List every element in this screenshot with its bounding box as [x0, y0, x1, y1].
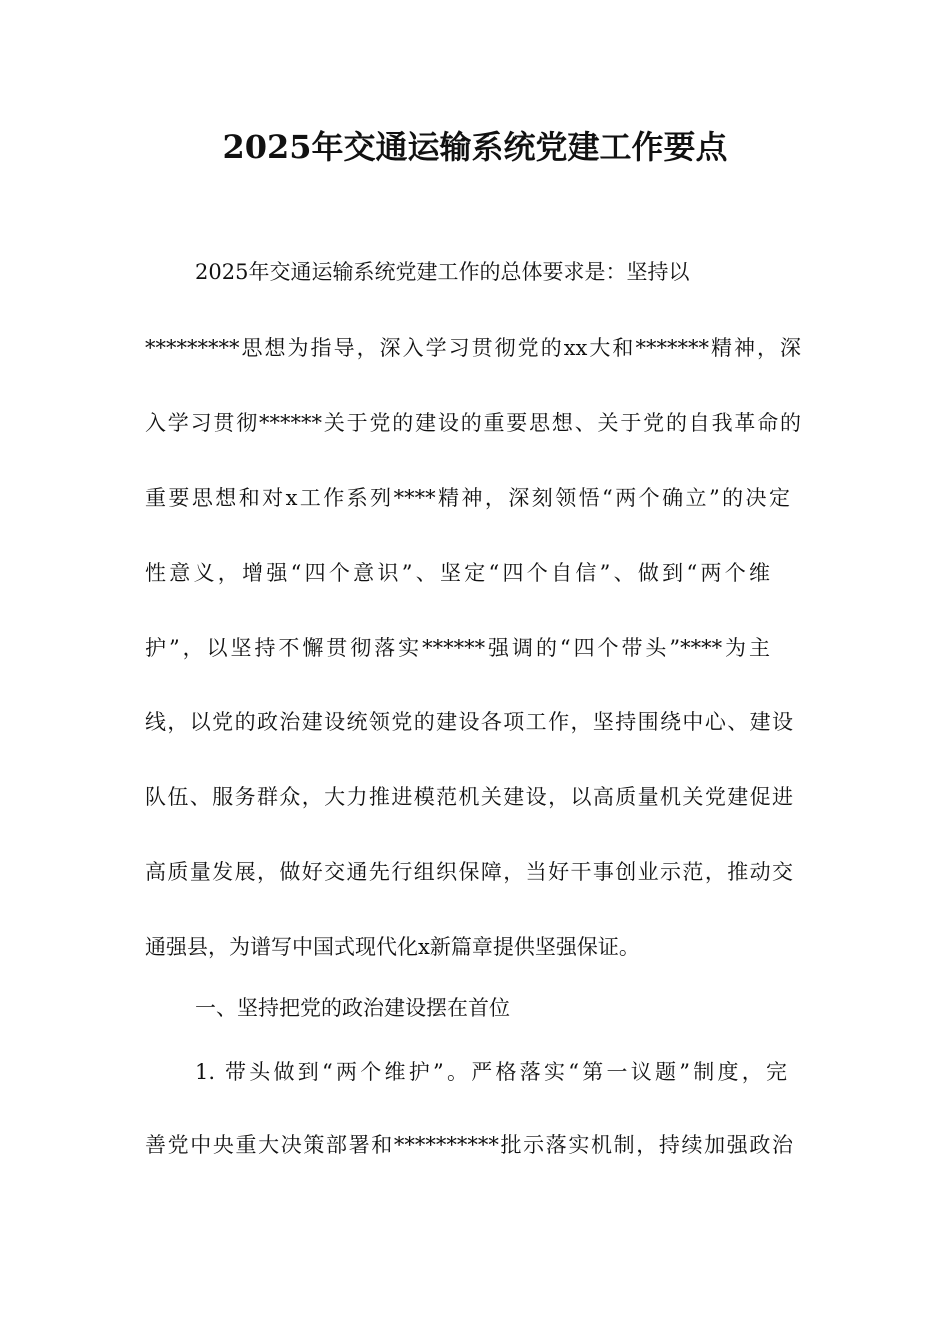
section-heading: 一、坚持把党的政治建设摆在首位 — [195, 996, 510, 1020]
paragraph-line: *********思想为指导，深入学习贯彻党的xx大和*******精神，深 — [145, 336, 801, 360]
paragraph-line: 入学习贯彻******关于党的建设的重要思想、关于党的自我革命的 — [145, 411, 801, 435]
document-title: 2025年交通运输系统党建工作要点 — [222, 128, 728, 166]
paragraph-line: 1. 带头做到“两个维护”。严格落实“第一议题”制度，完 — [195, 1060, 787, 1084]
paragraph-line: 高质量发展，做好交通先行组织保障，当好干事创业示范，推动交 — [145, 860, 793, 884]
paragraph-line: 队伍、服务群众，大力推进模范机关建设，以高质量机关党建促进 — [145, 785, 793, 809]
paragraph-line: 线，以党的政治建设统领党的建设各项工作，坚持围绕中心、建设 — [145, 710, 793, 734]
paragraph-line: 通强县，为谱写中国式现代化x新篇章提供坚强保证。 — [145, 935, 640, 959]
paragraph-line: 善党中央重大决策部署和**********批示落实机制，持续加强政治 — [145, 1133, 793, 1157]
paragraph-line: 2025年交通运输系统党建工作的总体要求是：坚持以 — [195, 260, 690, 284]
paragraph-line: 性意义，增强“四个意识”、坚定“四个自信”、做到“两个维 — [145, 561, 770, 585]
paragraph-line: 重要思想和对x工作系列****精神，深刻领悟“两个确立”的决定 — [145, 486, 790, 510]
paragraph-line: 护”，以坚持不懈贯彻落实******强调的“四个带头”****为主 — [145, 636, 770, 660]
